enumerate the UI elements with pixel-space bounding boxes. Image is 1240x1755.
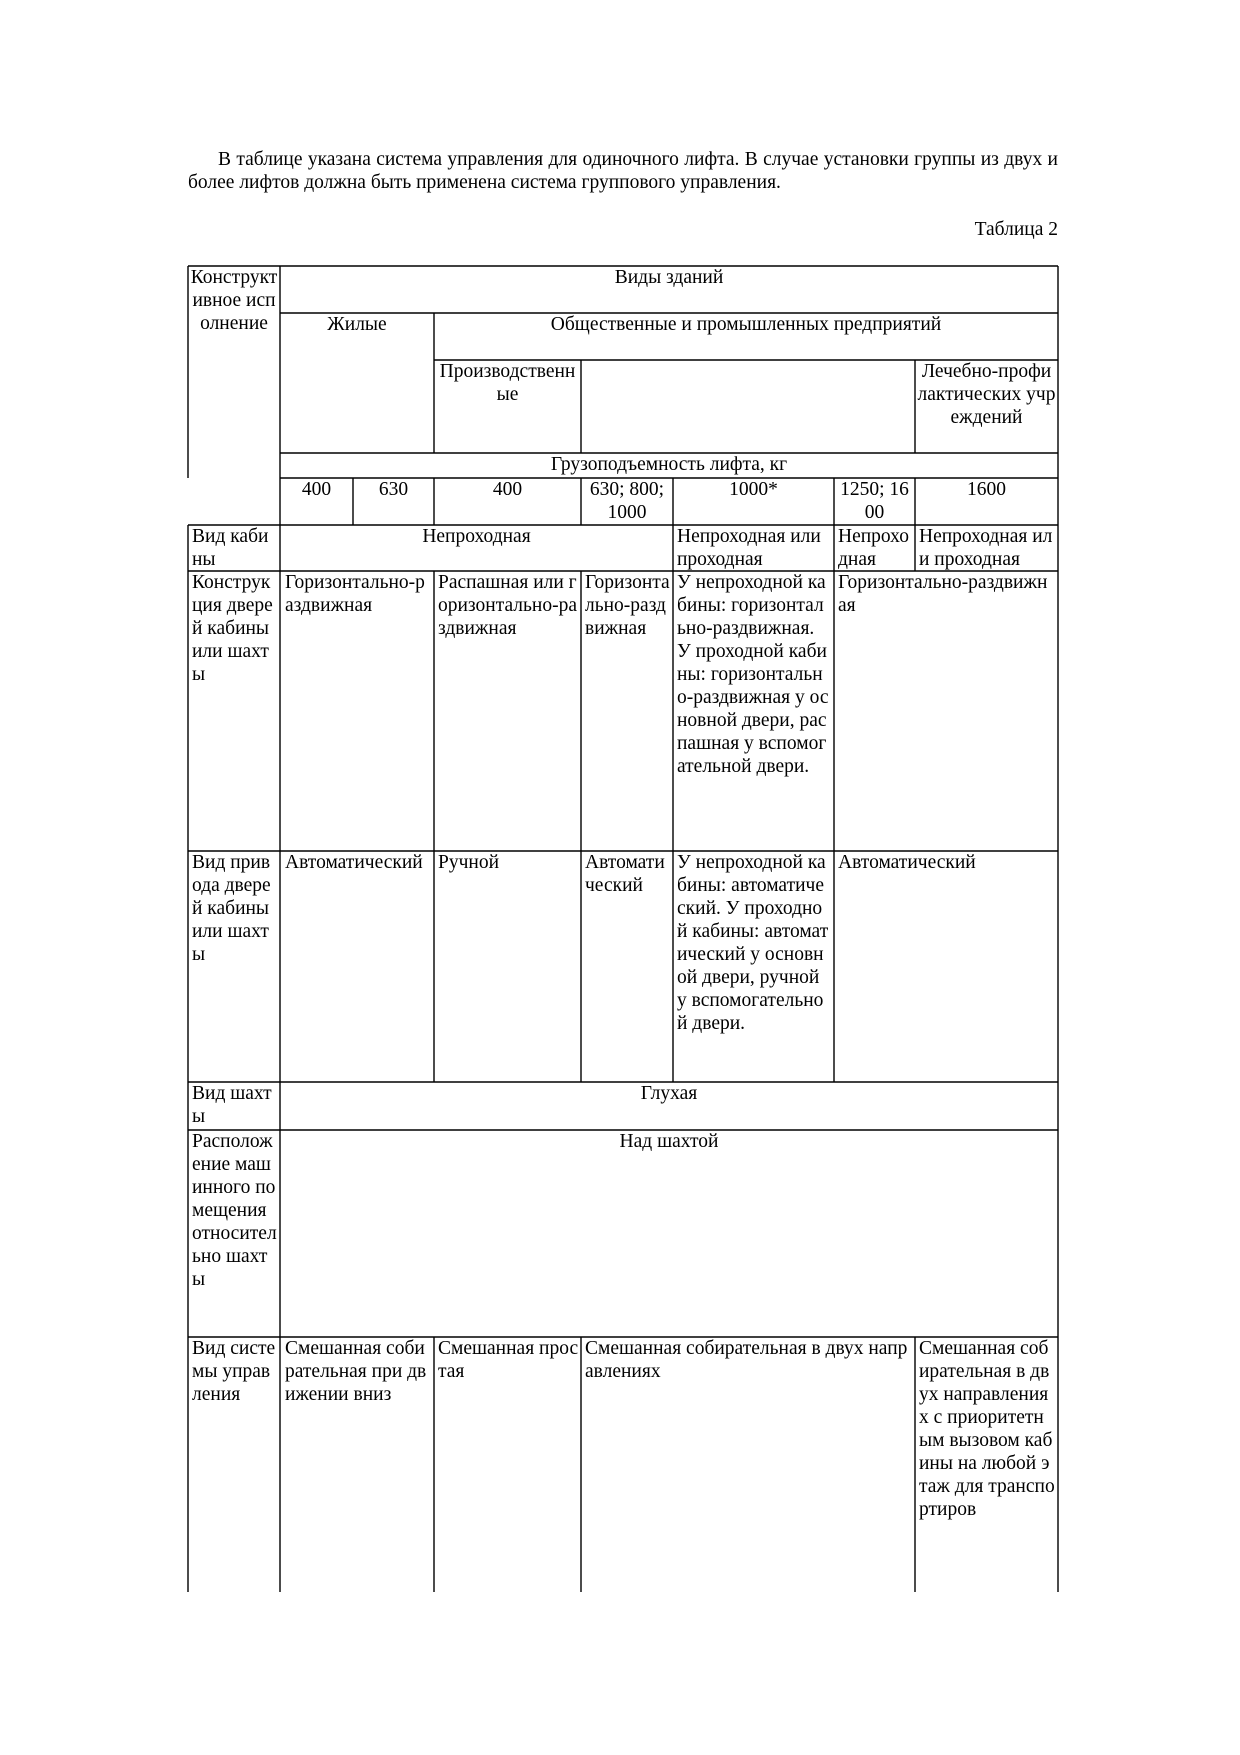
capacity-header: Грузоподъемность лифта, кг bbox=[550, 454, 788, 475]
table-cell: Автоматический bbox=[585, 852, 665, 896]
table-cell: Смешанная собирательная при движении вниз bbox=[285, 1338, 427, 1405]
capacity-value: 1000* bbox=[729, 479, 778, 500]
table-cell: У непроходной кабины: горизонтально-раздвижная. У проходной кабины: горизонтально-раздвижная у основной двери, распашная у вспомогательной двери. bbox=[677, 572, 829, 777]
table-cell: Смешанная собирательная в двух направлениях bbox=[585, 1338, 908, 1382]
capacity-value: 400 bbox=[301, 479, 332, 500]
row-label: Вид системы управления bbox=[192, 1338, 276, 1405]
table-cell: Горизонтально-раздвижная bbox=[838, 572, 1048, 616]
table-caption: Таблица 2 bbox=[974, 219, 1058, 240]
table-cell: Непроходная bbox=[422, 526, 531, 547]
table-cell: Смешанная простая bbox=[438, 1338, 579, 1382]
capacity-value: 1250; 1600 bbox=[840, 479, 909, 523]
public-header: Общественные и промышленных предприятий bbox=[550, 314, 942, 335]
row-label: Вид шахты bbox=[192, 1083, 272, 1127]
table-cell: Распашная или горизонтально-раздвижная bbox=[438, 572, 578, 639]
row-label: Вид кабины bbox=[192, 526, 269, 570]
table-cell: Смешанная собирательная в двух направлениях с приоритетным вызовом кабины на любой этаж для транспортиров bbox=[919, 1338, 1055, 1520]
capacity-value: 630; 800; 1000 bbox=[589, 479, 665, 523]
residential-header: Жилые bbox=[327, 314, 387, 335]
building-types-header: Виды зданий bbox=[614, 267, 724, 288]
intro-paragraph: В таблице указана система управления для одиночного лифта. В случае установки группы из двух и более лифтов должна быть применена система группового управления. bbox=[188, 149, 1058, 193]
table-cell: Автоматический bbox=[838, 852, 976, 873]
industrial-header: Производственные bbox=[439, 361, 576, 405]
table-cell: Глухая bbox=[640, 1083, 698, 1104]
medical-header: Лечебно-профилактических учреждений bbox=[917, 361, 1056, 428]
capacity-value: 1600 bbox=[967, 479, 1006, 500]
row-label: Расположение машинного помещения относительно шахты bbox=[192, 1131, 277, 1290]
table-cell: Автоматический bbox=[285, 852, 423, 873]
table-cell: Непроходная bbox=[838, 526, 909, 570]
capacity-value: 630 bbox=[378, 479, 409, 500]
row-label: Конструкция дверей кабины или шахты bbox=[192, 572, 273, 685]
table-cell: У непроходной кабины: автоматический. У проходной кабины: автоматический у основной двери, ручной у вспомогательной двери. bbox=[677, 852, 829, 1034]
table-cell: Горизонтально-раздвижная bbox=[285, 572, 425, 616]
capacity-value: 400 bbox=[492, 479, 523, 500]
table-cell: Ручной bbox=[438, 852, 500, 873]
table-cell: Непроходная или проходная bbox=[677, 526, 821, 570]
row-label: Вид привода дверей кабины или шахты bbox=[192, 852, 271, 965]
table-cell: Над шахтой bbox=[619, 1131, 719, 1152]
table-cell: Непроходная или проходная bbox=[919, 526, 1053, 570]
table-cell: Горизонтально-раздвижная bbox=[585, 572, 670, 639]
corner-header: Конструктивное исполнение bbox=[190, 267, 278, 334]
